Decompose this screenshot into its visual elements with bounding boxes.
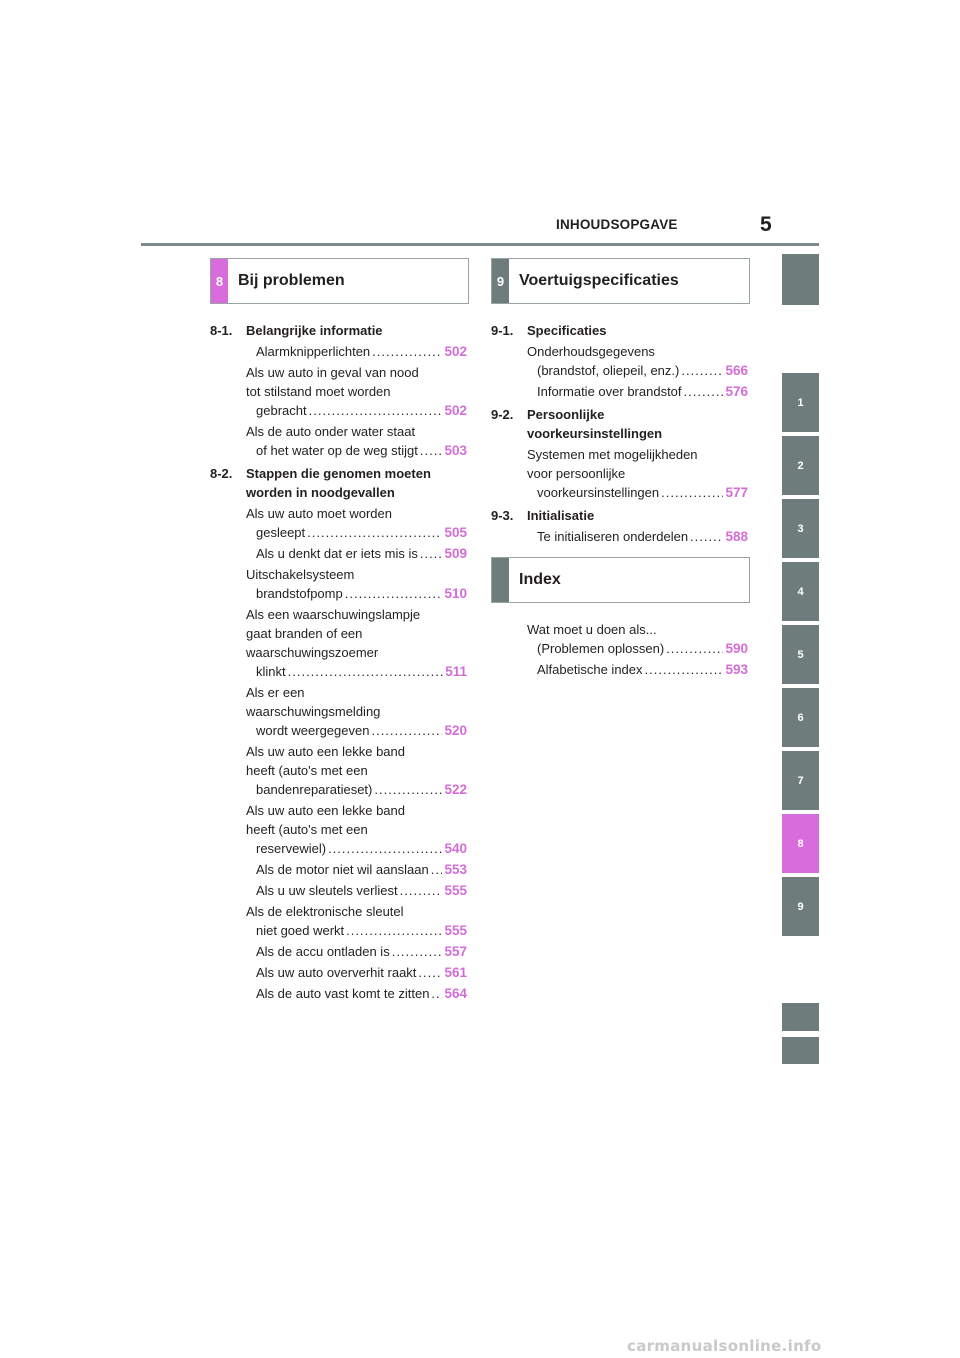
toc-entry-last-line <box>256 984 467 1003</box>
toc-entry-text: gesleept <box>256 525 306 540</box>
toc-page-link[interactable]: 566 <box>725 363 748 378</box>
toc-entry-line: Als uw auto moet worden <box>246 506 392 521</box>
dot-leader <box>418 963 442 982</box>
toc-entry-text: Als de auto vast komt te zitten <box>256 986 430 1001</box>
toc-entry-text: Als u denkt dat er iets mis is <box>256 546 418 561</box>
toc-page-link[interactable]: 564 <box>444 986 467 1001</box>
header-title: INHOUDSOPGAVE <box>556 217 678 232</box>
chapter-tab-8[interactable]: 8 <box>782 814 819 873</box>
toc-entry-last-line <box>256 780 467 799</box>
toc-entry-last-line <box>256 523 467 542</box>
dot-leader <box>374 780 442 799</box>
toc-entry-text: of het water op de weg stijgt <box>256 443 418 458</box>
dot-leader <box>420 441 443 460</box>
toc-entry[interactable] <box>527 660 748 679</box>
toc-entry-last-line <box>537 483 748 502</box>
toc-page-link[interactable]: 593 <box>725 662 748 677</box>
toc-entry-text: (brandstof, oliepeil, enz.) <box>537 363 680 378</box>
toc-entry[interactable] <box>246 504 467 542</box>
toc-entry-last-line <box>537 361 748 380</box>
toc-group-number: 9-2. <box>491 407 514 422</box>
toc-entry-line: Systemen met mogelijkheden <box>527 447 698 462</box>
toc-entry-line: voor persoonlijke <box>527 466 626 481</box>
toc-entry[interactable] <box>246 742 467 799</box>
toc-entry[interactable] <box>246 605 467 681</box>
toc-group-title: Stappen die genomen moeten <box>246 466 431 481</box>
dot-leader <box>371 721 442 740</box>
dot-leader <box>346 921 442 940</box>
toc-entry-last-line <box>537 660 748 679</box>
dot-leader <box>420 544 443 563</box>
dot-leader <box>666 639 723 658</box>
chapter-tab-4[interactable]: 4 <box>782 562 819 621</box>
toc-entry-last-line <box>256 942 467 961</box>
toc-page-link[interactable]: 553 <box>444 862 467 877</box>
dot-leader <box>400 881 443 900</box>
toc-group-heading-cont <box>210 483 467 502</box>
toc-group-number: 9-3. <box>491 508 514 523</box>
section-title: Voertuigspecificaties <box>519 272 679 289</box>
toc-entry-last-line <box>537 382 748 401</box>
dot-leader <box>645 660 724 679</box>
toc-entry-text: Als uw auto oververhit raakt <box>256 965 417 980</box>
dot-leader <box>431 860 443 879</box>
dot-leader <box>307 523 442 542</box>
toc-entry-line: Wat moet u doen als... <box>527 622 657 637</box>
toc-entry-text: Te initialiseren onderdelen <box>537 529 689 544</box>
toc-entry-line: heeft (auto's met een <box>246 822 368 837</box>
toc-entry-last-line <box>256 860 467 879</box>
toc-page-link[interactable]: 561 <box>444 965 467 980</box>
toc-group-number: 8-2. <box>210 466 233 481</box>
section-number-blank <box>492 558 509 602</box>
toc-group <box>210 321 467 460</box>
toc-entry[interactable] <box>246 942 467 961</box>
toc-entry-last-line <box>256 839 467 858</box>
toc-group-heading-cont <box>491 424 748 443</box>
toc-entry[interactable] <box>246 902 467 940</box>
section-box-9 <box>491 258 750 304</box>
toc-entry-text: Als de motor niet wil aanslaan <box>256 862 429 877</box>
dot-leader <box>431 984 442 1003</box>
toc-entry-last-line <box>256 963 467 982</box>
toc-column-left <box>210 318 467 1003</box>
toc-entry[interactable] <box>527 445 748 502</box>
toc-entry[interactable] <box>527 342 748 380</box>
toc-entry-text: niet goed werkt <box>256 923 345 938</box>
dot-leader <box>345 584 443 603</box>
chapter-tab-5[interactable]: 5 <box>782 625 819 684</box>
dot-leader <box>309 401 443 420</box>
toc-entry-line: waarschuwingszoemer <box>246 645 379 660</box>
toc-entry-last-line <box>256 401 467 420</box>
toc-column-index <box>491 618 748 679</box>
toc-entry-text: brandstofpomp <box>256 586 343 601</box>
watermark: carmanualsonline.info <box>627 1337 822 1355</box>
toc-entry-last-line <box>537 639 748 658</box>
toc-group-title: Initialisatie <box>527 508 595 523</box>
toc-entry-last-line <box>256 662 467 681</box>
dot-leader <box>661 483 723 502</box>
toc-entry-line: heeft (auto's met een <box>246 763 368 778</box>
toc-group-title: Belangrijke informatie <box>246 323 383 338</box>
toc-entry-last-line <box>256 342 467 361</box>
toc-group-heading <box>210 464 467 483</box>
toc-entry-text: Alarmknipperlichten <box>256 344 371 359</box>
toc-page-link[interactable]: 555 <box>444 923 467 938</box>
section-number: 8 <box>211 259 228 303</box>
toc-group <box>491 506 748 546</box>
toc-page-link[interactable]: 576 <box>725 384 748 399</box>
toc-entry[interactable] <box>246 801 467 858</box>
toc-entry[interactable] <box>527 382 748 401</box>
toc-group-heading <box>491 405 748 424</box>
toc-group-title: Persoonlijke <box>527 407 605 422</box>
toc-entry-line: Onderhoudsgegevens <box>527 344 655 359</box>
toc-group-heading <box>210 321 467 340</box>
toc-entry-line: Als de auto onder water staat <box>246 424 416 439</box>
chapter-tab-1[interactable]: 1 <box>782 373 819 432</box>
toc-entry-text: Als u uw sleutels verliest <box>256 883 398 898</box>
toc-entry-line: Als uw auto een lekke band <box>246 744 405 759</box>
toc-page-link[interactable]: 503 <box>444 443 467 458</box>
chapter-tab-6[interactable]: 6 <box>782 688 819 747</box>
dot-leader <box>392 942 443 961</box>
toc-page-link[interactable]: 510 <box>444 586 467 601</box>
toc-entry-line: waarschuwingsmelding <box>246 704 381 719</box>
toc-page-link[interactable]: 502 <box>444 344 467 359</box>
toc-entry-text: klinkt <box>256 664 286 679</box>
toc-entry-last-line <box>256 584 467 603</box>
toc-entry-text: bandenreparatieset) <box>256 782 373 797</box>
toc-entry-text: Als de accu ontladen is <box>256 944 390 959</box>
toc-entry-last-line <box>537 527 748 546</box>
chapter-tab-blank[interactable] <box>782 1037 819 1064</box>
toc-entry-text: voorkeursinstellingen <box>537 485 660 500</box>
chapter-tab-3[interactable]: 3 <box>782 499 819 558</box>
toc-column-right <box>491 318 748 546</box>
toc-entry[interactable] <box>246 363 467 420</box>
toc-page-link[interactable]: 540 <box>444 841 467 856</box>
toc-group-title: Specificaties <box>527 323 607 338</box>
section-box-index <box>491 557 750 603</box>
toc-page-link[interactable]: 557 <box>444 944 467 959</box>
toc-entry[interactable] <box>246 984 467 1003</box>
section-number: 9 <box>492 259 509 303</box>
toc-entry-last-line <box>256 441 467 460</box>
toc-page-link[interactable]: 502 <box>444 403 467 418</box>
section-box-8 <box>210 258 469 304</box>
chapter-tab-blank[interactable] <box>782 254 819 305</box>
toc-page-link[interactable]: 520 <box>444 723 467 738</box>
toc-page-link[interactable]: 522 <box>444 782 467 797</box>
toc-entry-line: Als uw auto in geval van nood <box>246 365 419 380</box>
toc-page-link[interactable]: 511 <box>445 664 467 679</box>
toc-entry-text: wordt weergegeven <box>256 723 370 738</box>
toc-entry-text: gebracht <box>256 403 307 418</box>
toc-entry-text: Informatie over brandstof <box>537 384 682 399</box>
toc-group-heading <box>491 321 748 340</box>
toc-entry-line: Als een waarschuwingslampje <box>246 607 421 622</box>
toc-page-link[interactable]: 555 <box>444 883 467 898</box>
dot-leader <box>681 361 723 380</box>
toc-group-title: voorkeursinstellingen <box>527 426 663 441</box>
toc-entry-text: Alfabetische index <box>537 662 643 677</box>
toc-entry[interactable] <box>246 565 467 603</box>
section-title: Bij problemen <box>238 272 345 289</box>
toc-entry-last-line <box>256 544 467 563</box>
toc-group-number: 8-1. <box>210 323 233 338</box>
toc-entry[interactable] <box>527 620 748 658</box>
toc-entry-line: Als er een <box>246 685 305 700</box>
toc-group-number: 9-1. <box>491 323 514 338</box>
toc-page-link[interactable]: 505 <box>444 525 467 540</box>
toc-entry-line: Als uw auto een lekke band <box>246 803 405 818</box>
toc-entry[interactable] <box>246 683 467 740</box>
dot-leader <box>372 342 442 361</box>
toc-group <box>491 405 748 502</box>
chapter-tab-2[interactable]: 2 <box>782 436 819 495</box>
toc-entry-text: (Problemen oplossen) <box>537 641 665 656</box>
toc-group-title: worden in noodgevallen <box>246 485 395 500</box>
toc-group-number <box>491 424 527 443</box>
toc-entry-last-line <box>256 921 467 940</box>
toc-group <box>491 321 748 401</box>
toc-entry[interactable] <box>246 963 467 982</box>
toc-entry-last-line <box>256 881 467 900</box>
page-number: 5 <box>760 213 772 236</box>
toc-entry[interactable] <box>246 544 467 563</box>
toc-entry[interactable] <box>246 342 467 361</box>
section-title: Index <box>519 571 561 588</box>
dot-leader <box>690 527 723 546</box>
toc-entry[interactable] <box>246 881 467 900</box>
toc-group-number <box>210 483 246 502</box>
toc-group-heading <box>491 506 748 525</box>
toc-page-link[interactable]: 577 <box>725 485 748 500</box>
toc-entry[interactable] <box>527 527 748 546</box>
toc-entry[interactable] <box>246 422 467 460</box>
toc-entry-last-line <box>256 721 467 740</box>
header-rule <box>141 243 819 246</box>
toc-page-link[interactable]: 509 <box>444 546 467 561</box>
dot-leader <box>684 382 724 401</box>
toc-entry-line: gaat branden of een <box>246 626 363 641</box>
toc-entry-line: Als de elektronische sleutel <box>246 904 404 919</box>
chapter-tab-7[interactable]: 7 <box>782 751 819 810</box>
toc-entry-text: reservewiel) <box>256 841 327 856</box>
toc-group <box>210 464 467 1003</box>
toc-page-link[interactable]: 588 <box>725 529 748 544</box>
dot-leader <box>288 662 444 681</box>
toc-entry[interactable] <box>246 860 467 879</box>
chapter-tab-blank[interactable] <box>782 1003 819 1031</box>
chapter-tab-9[interactable]: 9 <box>782 877 819 936</box>
toc-page-link[interactable]: 590 <box>725 641 748 656</box>
toc-entry-line: Uitschakelsysteem <box>246 567 355 582</box>
dot-leader <box>328 839 442 858</box>
toc-entry-line: tot stilstand moet worden <box>246 384 391 399</box>
